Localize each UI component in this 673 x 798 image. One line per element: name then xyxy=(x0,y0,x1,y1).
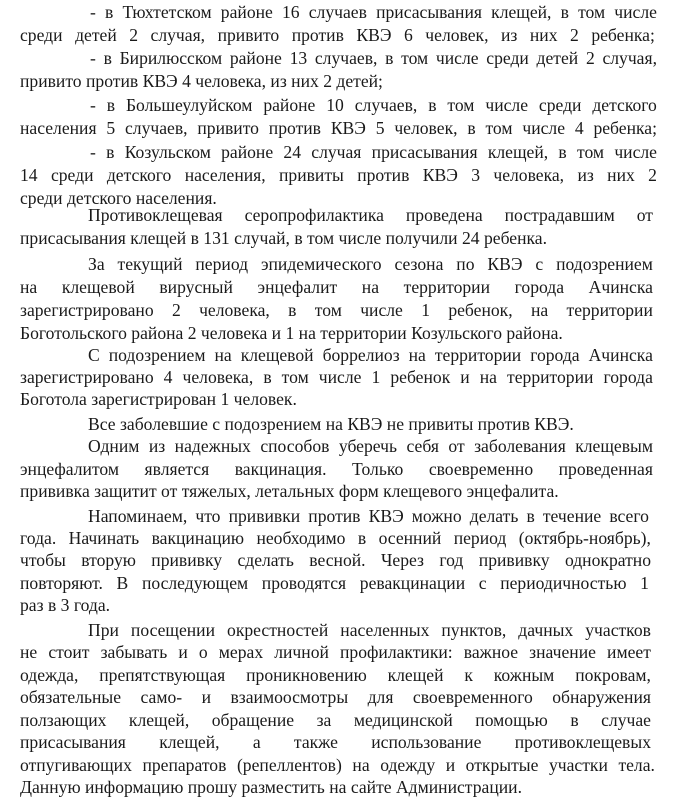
text-line: ползающих клещей, обращение за медицинской помощью в случае xyxy=(20,710,651,730)
text-line: не стоит забывать и о мерах личной профилактики: важное значение имеет xyxy=(20,642,651,662)
text-line: зарегистрировано 2 человека, в том числе 1 ребенок, на территории xyxy=(20,300,653,320)
text-line: При посещении окрестностей населенных пунктов, дачных участков xyxy=(88,620,651,640)
text-line: - в Бирилюсском районе 13 случаев, в том числе среди детей 2 случая, xyxy=(90,48,657,68)
text-line: отпугивающих препаратов (репеллентов) на одежду и открытые участки тела. xyxy=(20,755,655,775)
text-line: зарегистрировано 4 человека, в том числе 1 ребенок и на территории города xyxy=(20,367,653,387)
text-line: Одним из надежных способов уберечь себя от заболевания клещевым xyxy=(88,436,653,456)
text-line: чтобы вторую прививку сделать весной. Через год прививку однократно xyxy=(20,550,651,570)
text-line: на клещевой вирусный энцефалит на территории города Ачинска xyxy=(20,277,653,297)
text-line: 14 среди детского населения, привиты против КВЭ 3 человека, из них 2 xyxy=(20,165,657,185)
text-line: Данную информацию прошу разместить на сайте Администрации. xyxy=(20,777,522,797)
text-line: года. Начинать вакцинацию необходимо в осенний период (октябрь-ноябрь), xyxy=(20,528,651,548)
text-line: Напоминаем, что прививки против КВЭ можно делать в течение всего xyxy=(88,506,649,526)
text-line: - в Тюхтетском районе 16 случаев присасывания клещей, в том числе xyxy=(90,2,657,22)
text-line: раз в 3 года. xyxy=(20,595,111,615)
text-line: среди детей 2 случая, привито против КВЭ 6 человек, из них 2 ребенка; xyxy=(20,25,655,45)
text-line: Боготола зарегистрирован 1 человек. xyxy=(20,389,297,409)
text-line: Боготольского района 2 человека и 1 на территории Козульского района. xyxy=(20,323,563,343)
text-line: обязательные само- и взаимоосмотры для своевременного обнаружения xyxy=(20,687,651,707)
text-line: За текущий период эпидемического сезона по КВЭ с подозрением xyxy=(88,254,653,274)
text-line: одежда, препятствующая проникновению клещей к кожным покровам, xyxy=(20,665,651,685)
text-line: Противоклещевая серопрофилактика проведена пострадавшим от xyxy=(88,205,653,225)
text-line: присасывания клещей в 131 случай, в том числе получили 24 ребенка. xyxy=(20,228,548,248)
text-line: - в Большеулуйском районе 10 случаев, в том числе среди детского xyxy=(90,95,657,115)
text-line: среди детского населения. xyxy=(20,188,217,208)
text-line: повторяют. В последующем проводятся ревакцинации с периодичностью 1 xyxy=(20,573,649,593)
text-line: энцефалитом является вакцинация. Только своевременно проведенная xyxy=(20,459,653,479)
text-line: привито против КВЭ 4 человека, из них 2 детей; xyxy=(20,71,383,91)
text-line: Все заболевшие с подозрением на КВЭ не привиты против КВЭ. xyxy=(88,414,574,434)
text-line: населения 5 случаев, привито против КВЭ 5 человек, в том числе 4 ребенка; xyxy=(20,118,657,138)
text-line: - в Козульском районе 24 случая присасывания клещей, в том числе xyxy=(90,142,657,162)
text-line: С подозрением на клещевой боррелиоз на территории города Ачинска xyxy=(88,345,653,365)
text-line: прививка защитит от тяжелых, летальных форм клещевого энцефалита. xyxy=(20,481,559,501)
text-line: присасывания клещей, а также использование противоклещевых xyxy=(20,732,651,752)
